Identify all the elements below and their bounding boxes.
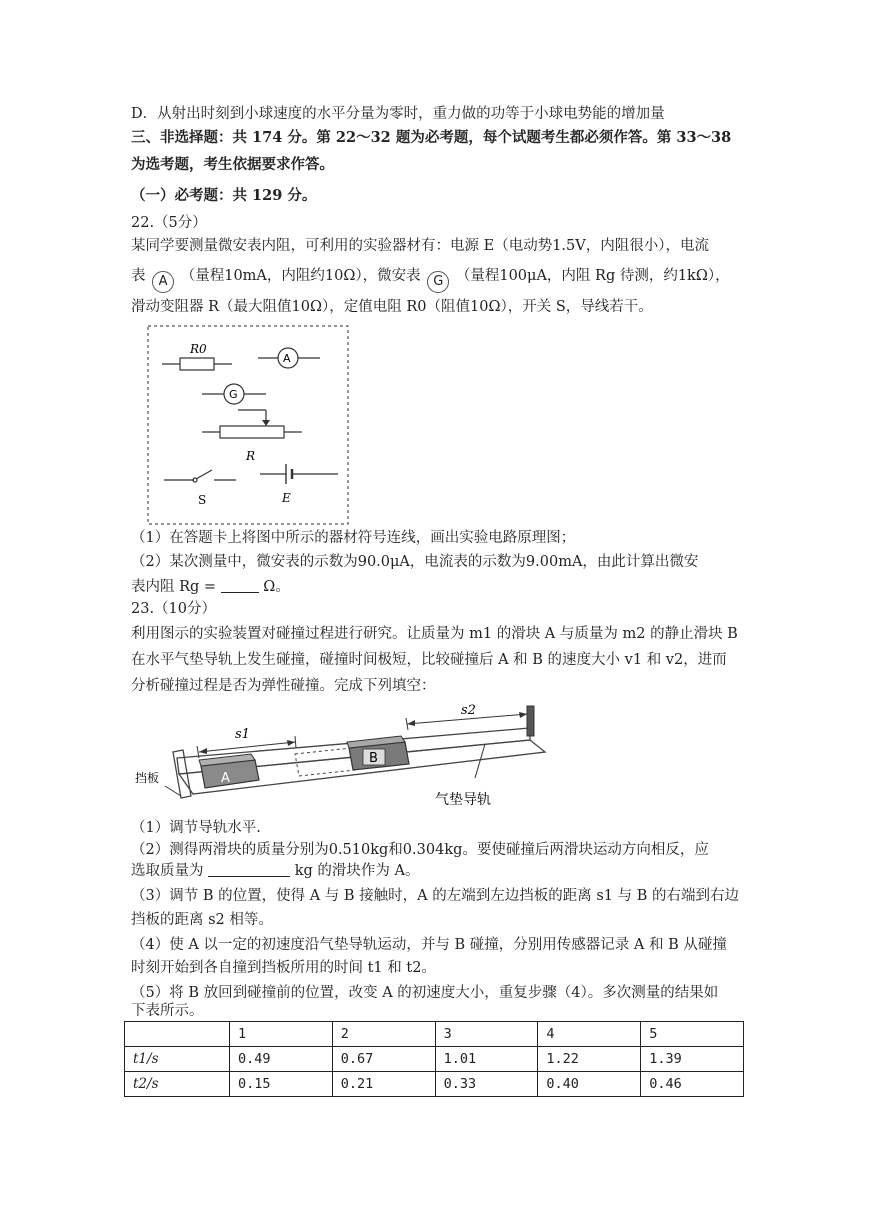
q23-step5-a: （5）将 B 放回到碰撞前的位置，改变 A 的初速度大小，重复步骤（4）。多次测量的结果如 — [131, 985, 719, 1001]
q22-part2-a: （2）某次测量中，微安表的示数为90.0μA，电流表的示数为9.00mA，由此计算出微安 — [131, 554, 699, 570]
q23-step2-b1: 选取质量为 — [131, 863, 204, 879]
air-track-figure — [135, 700, 560, 818]
q22-intro-1: 某同学要测量微安表内阻，可利用的实验器材有：电源 E（电动势1.5V，内阻很小），电流 — [131, 238, 709, 254]
q23-step3-b: 挡板的距离 s2 相等。 — [131, 912, 273, 928]
q22-intro-2c: （量程100μA，内阻 Rg 待测，约1kΩ）， — [455, 268, 730, 284]
q22-part2-b — [131, 577, 290, 597]
option-d: D．从射出时刻到小球速度的水平分量为零时，重力做的功等于小球电势能的增加量 — [131, 106, 665, 122]
q22-part2-b-text: 表内阻 Rg = — [131, 579, 217, 595]
table-cell: 2 — [332, 1022, 435, 1047]
rg-answer-blank[interactable] — [221, 578, 259, 593]
q23-intro-3: 分析碰撞过程是否为弹性碰撞。完成下列填空： — [131, 678, 436, 694]
s2-label: s2 — [461, 703, 476, 718]
q22-number: 22.（5分） — [131, 215, 207, 231]
q23-number: 23.（10分） — [131, 601, 217, 617]
q23-step2-b — [131, 861, 419, 881]
s1-label: s1 — [235, 727, 250, 742]
required-heading: （一）必考题：共 129 分。 — [131, 187, 317, 204]
q23-intro-2: 在水平气垫导轨上发生碰撞，碰撞时间极短，比较碰撞后 A 和 B 的速度大小 v1 和 v2，进而 — [131, 652, 727, 668]
ammeter-symbol-label: A — [283, 352, 291, 365]
table-cell: 1 — [230, 1022, 333, 1047]
table-header-row — [125, 1022, 744, 1047]
table-row — [125, 1047, 744, 1072]
block-a-label: A — [221, 771, 230, 786]
q22-part2-unit: Ω。 — [263, 579, 290, 595]
section3-heading-line1: 三、非选择题：共 174 分。第 22～32 题为必考题，每个试题考生都必须作答。第 33～38 — [131, 129, 732, 146]
r0-label: R0 — [190, 342, 207, 356]
q23-step1: （1）调节导轨水平. — [131, 820, 261, 836]
q22-intro-2b: （量程10mA，内阻约10Ω），微安表 — [180, 268, 421, 284]
table-cell: 0.49 — [230, 1047, 333, 1072]
table-cell: 5 — [641, 1022, 744, 1047]
galvanometer-icon: G — [427, 271, 449, 293]
q23-step2-a: （2）测得两滑块的质量分别为0.510kg和0.304kg。要使碰撞后两滑块运动方向相反，应 — [131, 842, 709, 858]
table-cell: t2/s — [125, 1072, 230, 1097]
table-cell: 0.33 — [435, 1072, 538, 1097]
rheostat-label: R — [246, 449, 256, 463]
q23-step3-a: （3）调节 B 的位置，使得 A 与 B 接触时，A 的左端到左边挡板的距离 s1 与 B 的右端到右边 — [131, 888, 739, 904]
q23-step5-b: 下表所示。 — [131, 1003, 204, 1019]
table-cell: 1.39 — [641, 1047, 744, 1072]
r0-resistor-symbol — [180, 358, 214, 370]
q22-intro-3: 滑动变阻器 R（最大阻值10Ω），定值电阻 R0（阻值10Ω），开关 S，导线若干。 — [131, 299, 653, 315]
results-table — [124, 1021, 744, 1097]
table-cell: 0.15 — [230, 1072, 333, 1097]
table-cell: 0.67 — [332, 1047, 435, 1072]
table-cell: 3 — [435, 1022, 538, 1047]
mass-answer-blank[interactable] — [208, 862, 290, 877]
q23-intro-1: 利用图示的实验装置对碰撞过程进行研究。让质量为 m1 的滑块 A 与质量为 m2 的静止滑块 B — [131, 626, 738, 642]
rheostat-symbol — [220, 426, 284, 438]
air-track-label: 气垫导轨 — [435, 792, 491, 808]
galvanometer-symbol-label: G — [229, 388, 238, 401]
switch-label: S — [198, 493, 207, 507]
table-cell: 0.46 — [641, 1072, 744, 1097]
section3-heading-line2: 为选考题，考生依据要求作答。 — [131, 156, 334, 173]
table-row — [125, 1072, 744, 1097]
q23-step4-a: （4）使 A 以一定的初速度沿气垫导轨运动，并与 B 碰撞，分别用传感器记录 A 和 B 从碰撞 — [131, 937, 727, 953]
baffle-label: 挡板 — [135, 771, 160, 785]
q22-intro-2a: 表 — [131, 268, 146, 284]
table-cell: t1/s — [125, 1047, 230, 1072]
q22-intro-2 — [131, 266, 730, 293]
table-cell: 0.21 — [332, 1072, 435, 1097]
switch-symbol — [196, 470, 212, 479]
block-b-label: B — [369, 751, 378, 766]
right-baffle — [527, 706, 534, 736]
q23-step4-b: 时刻开始到各自撞到挡板所用的时间 t1 和 t2。 — [131, 960, 436, 976]
table-cell: 1.01 — [435, 1047, 538, 1072]
table-cell: 1.22 — [538, 1047, 641, 1072]
table-cell: 4 — [538, 1022, 641, 1047]
circuit-components-figure — [140, 322, 355, 530]
table-cell — [125, 1022, 230, 1047]
q22-part1: （1）在答题卡上将图中所示的器材符号连线，画出实验电路原理图； — [131, 530, 576, 546]
q23-step2-b2: kg 的滑块作为 A。 — [294, 863, 420, 879]
ammeter-icon: A — [152, 271, 174, 293]
battery-label: E — [282, 491, 291, 505]
table-cell: 0.40 — [538, 1072, 641, 1097]
